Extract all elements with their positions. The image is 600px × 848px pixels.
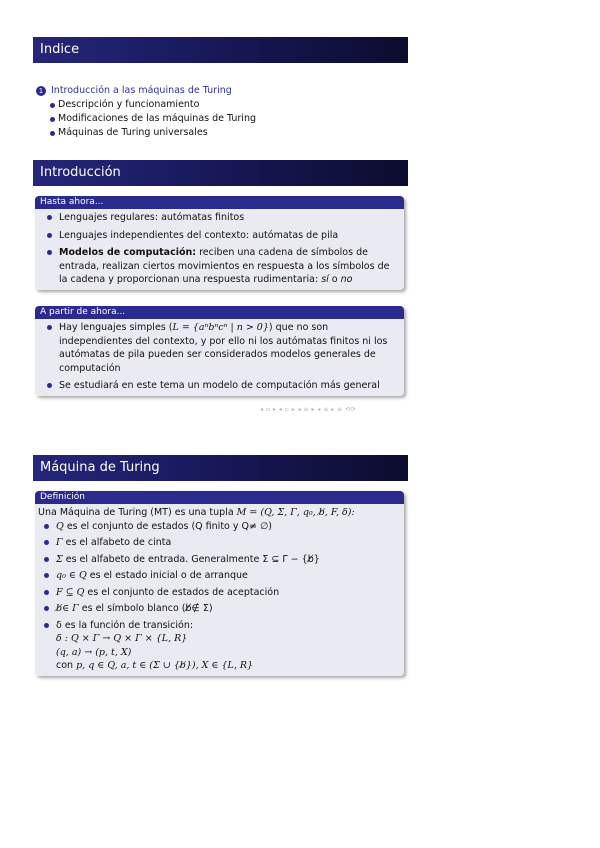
bullet-icon bbox=[44, 606, 49, 611]
bullet-icon bbox=[50, 117, 55, 122]
list-item: F ⊆ Q es el conjunto de estados de aceptación bbox=[38, 586, 398, 600]
toc-section bbox=[36, 84, 256, 98]
table-of-contents bbox=[36, 84, 256, 140]
section-number-badge: 1 bbox=[36, 86, 46, 96]
slide-title: Indice bbox=[33, 37, 408, 63]
toc-section-label: Introducción a las máquinas de Turing bbox=[51, 85, 232, 96]
bullet-icon bbox=[44, 573, 49, 578]
beamer-navigation-icons: ◂ ▫ ▸ ◂ ▫ ▸ ◂ ≡ ▸ ◂ ≡ ▸ ≡ ⟲⟳ bbox=[260, 406, 357, 413]
bullet-icon bbox=[50, 103, 55, 108]
list-item: Γ es el alfabeto de cinta bbox=[38, 536, 398, 550]
list-item: Σ es el alfabeto de entrada. Generalmente Σ ⊆ Γ − {b̸} bbox=[38, 553, 398, 567]
bullet-icon bbox=[44, 540, 49, 545]
toc-item: Modificaciones de las máquinas de Turing bbox=[36, 112, 256, 126]
list-item: δ es la función de transición: δ : Q × Γ → Q × Γ × {L, R} (q, a) → (p, t, X) con p, q ∈ Q, a, t ∈ (Σ ∪ {b̸}), X ∈ {L, R} bbox=[38, 619, 398, 673]
slide-index bbox=[33, 37, 408, 63]
bullet-icon bbox=[44, 524, 49, 529]
list-item: Modelos de computación: reciben una cadena de símbolos de entrada, realizan ciertos movimientos en respuesta a los símbolos de la cadena y proporcionan una respuesta rudimentaria: sí o no bbox=[41, 246, 398, 287]
list-item: Lenguajes regulares: autómatas finitos bbox=[41, 211, 398, 225]
definition-intro: Una Máquina de Turing (MT) es una tupla M = (Q, Σ, Γ, q₀, b̸, F, δ): bbox=[38, 507, 355, 518]
bullet-icon bbox=[47, 215, 52, 220]
slide-title: Introducción bbox=[33, 160, 408, 186]
list-item: Hay lenguajes simples (L = {aⁿbⁿcⁿ | n > 0}) que no son independientes del contexto, y por ello ni los autómatas finitos ni los autómatas de pila pueden ser considerados modelos generales de computación bbox=[41, 321, 398, 375]
list-item: q₀ ∈ Q es el estado inicial o de arranque bbox=[38, 569, 398, 583]
bullet-icon bbox=[44, 623, 49, 628]
slide-title: Máquina de Turing bbox=[33, 455, 408, 481]
block-title: A partir de ahora... bbox=[35, 306, 404, 319]
list-item: Se estudiará en este tema un modelo de computación más general bbox=[41, 379, 398, 393]
bullet-icon bbox=[50, 131, 55, 136]
list-item: Lenguajes independientes del contexto: autómatas de pila bbox=[41, 229, 398, 243]
toc-item: Descripción y funcionamiento bbox=[36, 98, 256, 112]
bullet-icon bbox=[44, 557, 49, 562]
toc-item: Máquinas de Turing universales bbox=[36, 126, 256, 140]
slide-maquina-turing bbox=[33, 455, 408, 481]
bullet-icon bbox=[47, 233, 52, 238]
block-definicion bbox=[35, 491, 404, 676]
block-title: Hasta ahora... bbox=[35, 196, 404, 209]
bullet-icon bbox=[44, 590, 49, 595]
bullet-icon bbox=[47, 383, 52, 388]
list-item: Q es el conjunto de estados (Q finito y Q≠ ∅) bbox=[38, 520, 398, 534]
block-hasta-ahora bbox=[35, 196, 404, 290]
bullet-icon bbox=[47, 325, 52, 330]
bullet-icon bbox=[47, 250, 52, 255]
block-title: Definición bbox=[35, 491, 404, 504]
list-item: b̸∈ Γ es el símbolo blanco (b̸∉ Σ) bbox=[38, 602, 398, 616]
slide-introduction bbox=[33, 160, 408, 186]
block-a-partir-de-ahora bbox=[35, 306, 404, 396]
